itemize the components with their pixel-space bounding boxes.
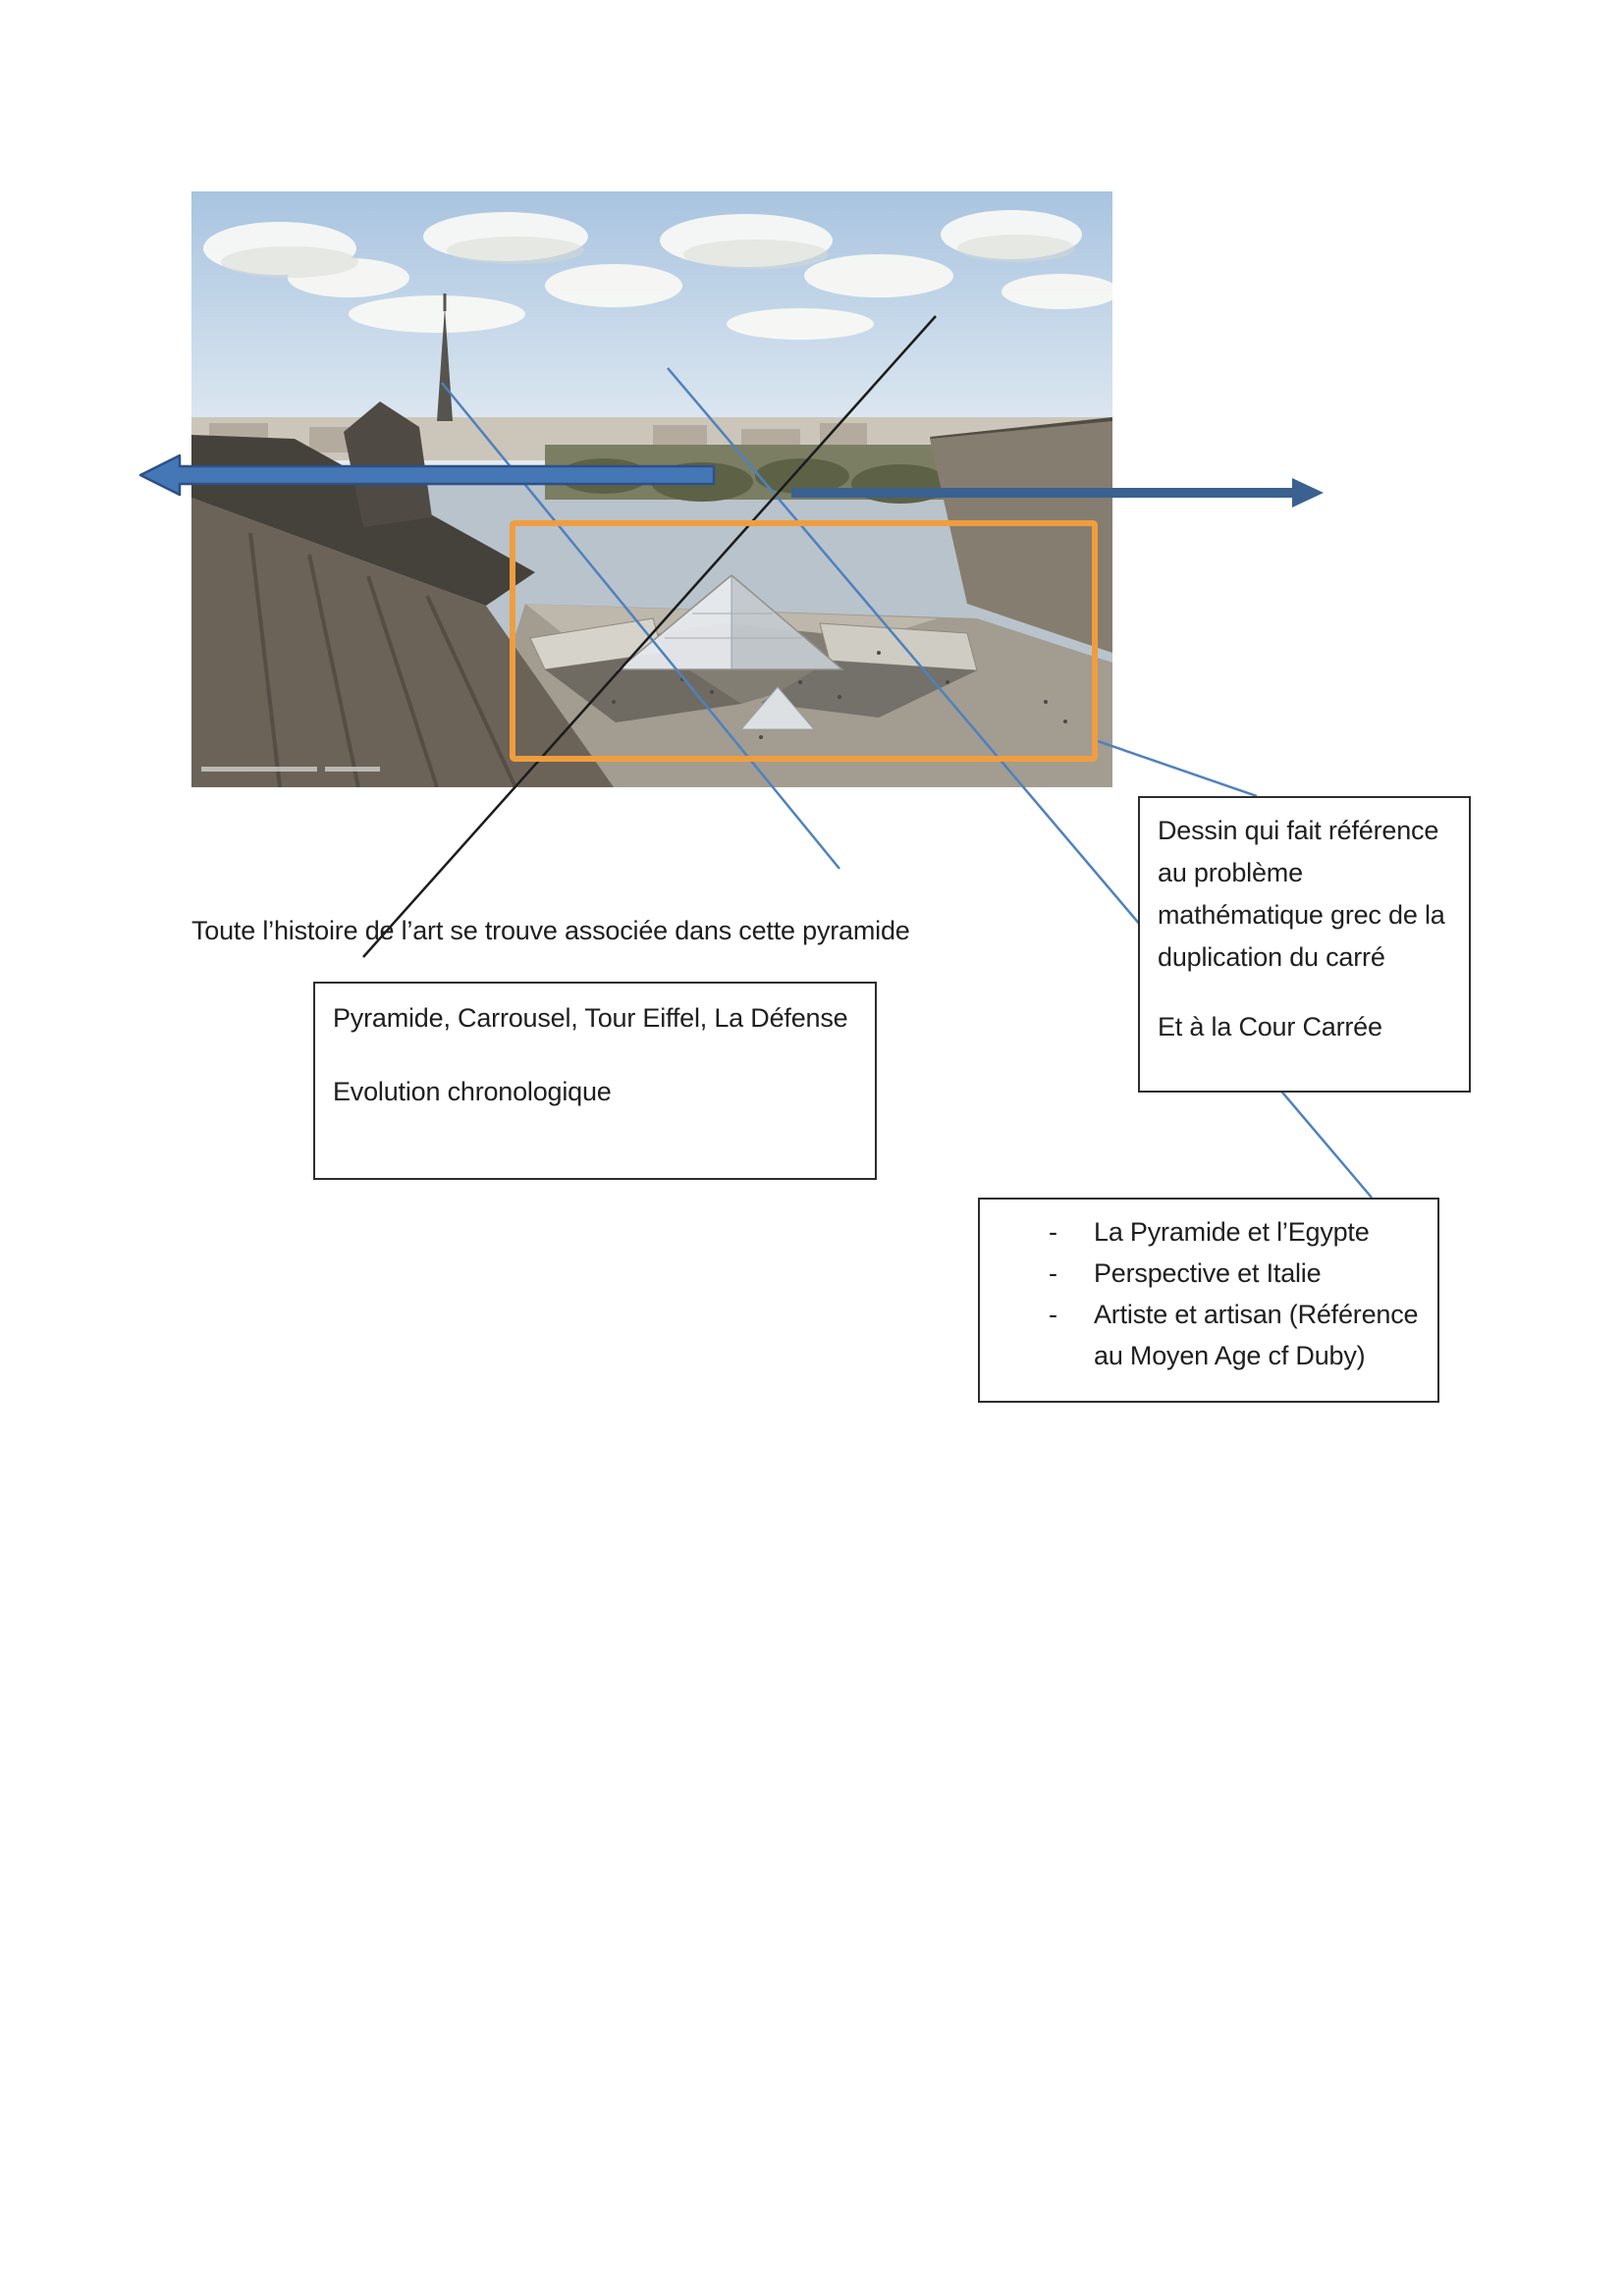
blue-connector-line [1098, 741, 1257, 796]
photo-watermark [201, 767, 380, 772]
caption-text: Toute l’histoire de l’art se trouve associée dans cette pyramide [191, 916, 910, 945]
themes-box [978, 1198, 1439, 1403]
dessin-paragraph-2: Et à la Cour Carrée [1158, 1012, 1382, 1041]
timeline-box [313, 982, 877, 1180]
list-item [980, 1253, 1437, 1294]
timeline-line2: Evolution chronologique [333, 1077, 612, 1106]
list-item-text: La Pyramide et l’Egypte [1094, 1217, 1370, 1247]
list-item [980, 1294, 1437, 1376]
list-item-text: Artiste et artisan (Référence au Moyen Age cf Duby) [1094, 1300, 1419, 1370]
bullet-dash: - [1049, 1300, 1057, 1329]
bullet-dash: - [1049, 1258, 1057, 1288]
dessin-box [1138, 796, 1471, 1093]
bullet-dash: - [1049, 1217, 1057, 1247]
list-item [980, 1211, 1437, 1253]
timeline-line1: Pyramide, Carrousel, Tour Eiffel, La Défense [333, 1003, 848, 1033]
dessin-paragraph-1: Dessin qui fait référence au problème mathématique grec de la duplication du carré [1158, 816, 1445, 972]
list-item-text: Perspective et Italie [1094, 1258, 1322, 1288]
